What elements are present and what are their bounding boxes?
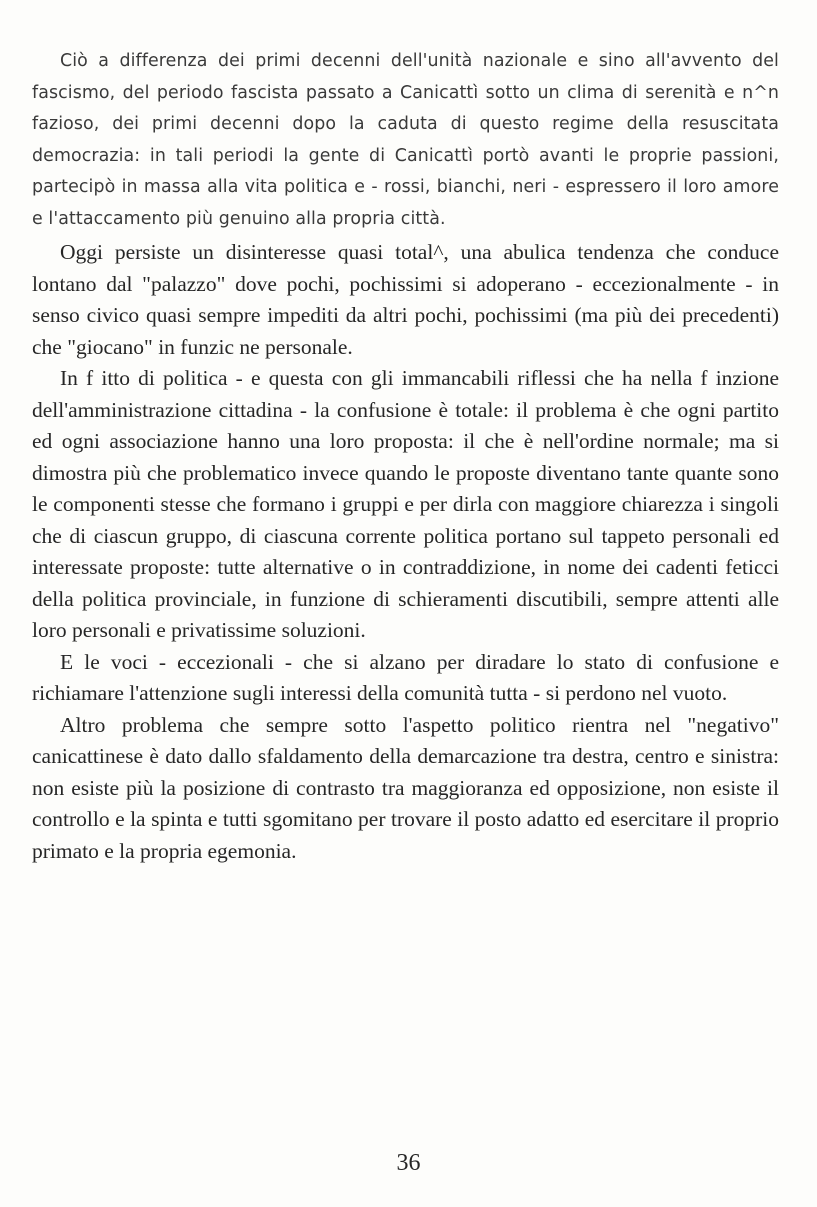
- page-number: 36: [396, 1150, 421, 1176]
- paragraph-3: In f itto di politica - e questa con gli immancabili riflessi che ha nella f inzione dell'amministrazione cittadina - la confusione è totale: il problema è che ogni partito ed ogni associazione hanno una loro proposta: il che è nell'ordine normale; ma si dimostra più che problematico invece quando le proposte diventano tante quante sono le componenti stesse che formano i gruppi e per dirla con maggiore chiarezza i singoli che di ciascun gruppo, di ciascuna corrente politica portano sul tappeto personali ed interessate proposte: tutte alternative o in contraddizione, in nome dei cadenti feticci della politica provinciale, in funzione di schieramenti discutibili, sempre attenti alle loro personali e privatissime soluzioni.: [32, 366, 779, 642]
- paragraph-1: Ciò a differenza dei primi decenni dell'unità nazionale e sino all'avvento del fascismo, del periodo fascista passato a Canicattì sotto un clima di serenità e n^n fazioso, dei primi decenni dopo la caduta di questo regime della resuscitata democrazia: in tali periodi la gente di Canicattì portò avanti le proprie passioni, partecipò in massa alla vita politica e - rossi, bianchi, neri - espressero il loro amore e l'attaccamento più genuino alla propria città.: [32, 51, 779, 229]
- paragraph-2: Oggi persiste un disinteresse quasi total^, una abulica tendenza che conduce lontano dal "palazzo" dove pochi, pochissimi si adoperano - eccezionalmente - in senso civico quasi sempre impediti da altri pochi, pochissimi (ma più dei precedenti) che "giocano" in funzic ne personale.: [32, 240, 779, 359]
- paragraph-4: E le voci - eccezionali - che si alzano per diradare lo stato di confusione e richiamare l'attenzione sugli interessi della comunità tutta - si perdono nel vuoto.: [32, 649, 779, 705]
- paragraph-5: Altro problema che sempre sotto l'aspetto politico rientra nel "negativo" canicattinese è dato dallo sfaldamento della demarcazione tra destra, centro e sinistra: non esiste più la posizione di contrasto tra maggioranza ed opposizione, non esiste il controllo e la spinta e tutti sgomitano per trovare il posto adatto ed esercitare il proprio primato e la propria egemonia.: [32, 712, 779, 863]
